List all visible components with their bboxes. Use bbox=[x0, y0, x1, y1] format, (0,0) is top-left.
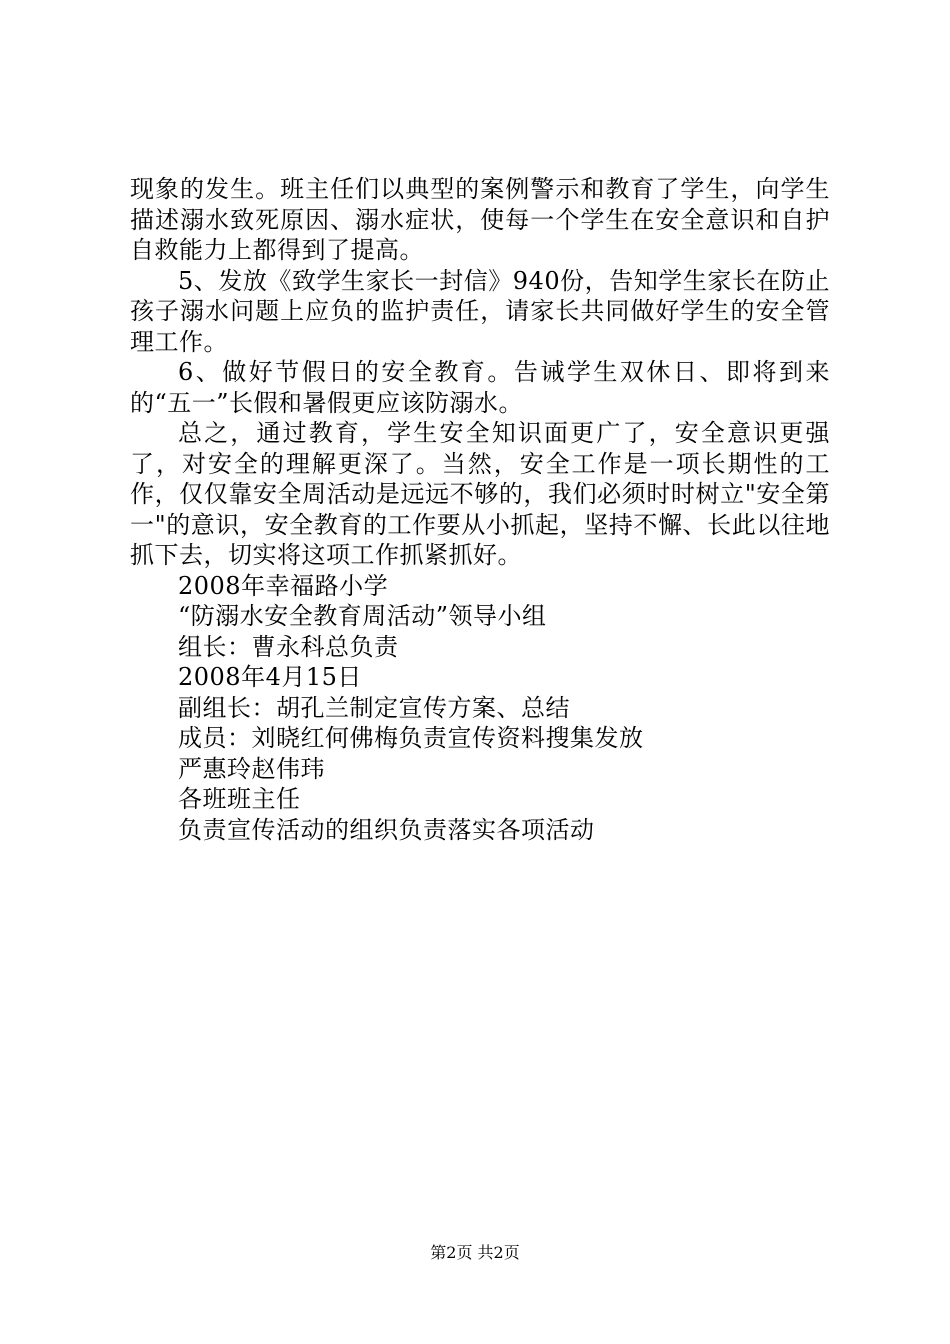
paragraph-3: 6、做好节假日的安全教育。告诫学生双休日、即将到来的“五一”长假和暑假更应该防溺水。 bbox=[130, 358, 830, 417]
signature-line-members-2: 严惠玲赵伟玮 bbox=[178, 754, 325, 783]
signature-line-group: “防溺水安全教育周活动”领导小组 bbox=[178, 602, 547, 630]
paragraph-1: 现象的发生。班主任们以典型的案例警示和教育了学生，向学生描述溺水致死原因、溺水症状，使每一个学生在安全意识和自护自救能力上都得到了提高。 bbox=[130, 175, 830, 264]
signature-block bbox=[130, 571, 830, 846]
signature-line-leader: 组长：曹永科总负责 bbox=[178, 632, 399, 661]
signature-line-teachers: 各班班主任 bbox=[178, 785, 301, 813]
document-body bbox=[130, 174, 830, 845]
paragraph-4: 总之，通过教育，学生安全知识面更广了，安全意识更强了，对安全的理解更深了。当然，安全工作是一项长期性的工作，仅仅靠安全周活动是远远不够的，我们必须时时树立"安全第一"的意识，安全教育的工作要从小抓起，坚持不懈、长此以往地抓下去，切实将这项工作抓紧抓好。 bbox=[130, 419, 830, 569]
page-footer: 第2页 共2页 bbox=[430, 1243, 520, 1262]
signature-line-deputy: 副组长：胡孔兰制定宣传方案、总结 bbox=[178, 693, 570, 722]
signature-line-date: 2008年4月15日 bbox=[178, 663, 362, 691]
signature-line-members: 成员：刘晓红何佛梅负责宣传资料搜集发放 bbox=[178, 724, 644, 752]
signature-line-school: 2008年幸福路小学 bbox=[178, 571, 389, 600]
paragraph-2: 5、发放《致学生家长一封信》940份，告知学生家长在防止孩子溺水问题上应负的监护责任，请家长共同做好学生的安全管理工作。 bbox=[130, 266, 830, 356]
signature-line-duty: 负责宣传活动的组织负责落实各项活动 bbox=[178, 815, 595, 844]
